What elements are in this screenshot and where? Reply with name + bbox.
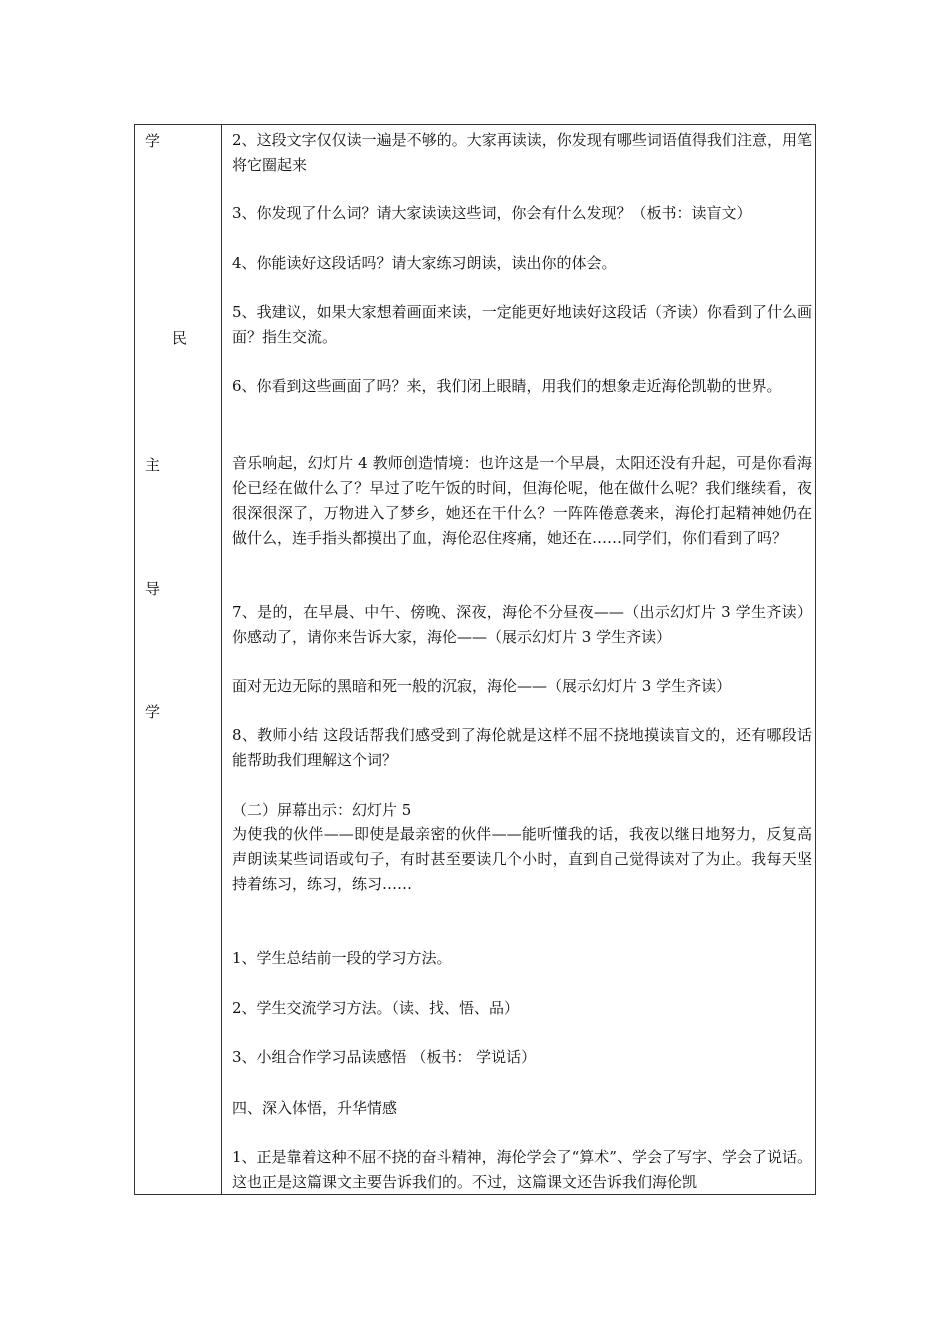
side-label-3: 主 <box>145 456 161 474</box>
paragraph: 6、你看到这些画面了吗？来，我们闭上眼睛，用我们的想象走近海伦凯勒的世界。 <box>232 377 782 395</box>
quoted-passage: 为使我的伙伴——即使是最亲密的伙伴——能听懂我的话，我夜以继日地努力，反复高声朗读某些词语或句子，有时甚至要读几个小时，直到自己觉得读对了为止。我每天坚持着练习，练习，练习…… <box>232 825 812 893</box>
paragraph: 音乐响起，幻灯片 4 教师创造情境：也许这是一个早晨，太阳还没有升起，可是你看海伦已经在做什么了？早过了吃午饭的时间，但海伦呢，他在做什么呢？我们继续看，夜很深很深了，万物进入了梦乡，她还在干什么？一阵阵倦意袭来，海伦打起精神她仍在做什么，连手指头都摸出了血，海伦忍住疼痛，她还在……同学们，你们看到了吗？ <box>232 454 812 547</box>
paragraph: 1、学生总结前一段的学习方法。 <box>232 949 452 967</box>
paragraph: 3、小组合作学习品读感悟 （板书： 学说话） <box>232 1048 537 1066</box>
section-heading: 四、深入体悟，升华情感 <box>232 1099 398 1117</box>
section-heading: （二）屏幕出示：幻灯片 5 <box>232 801 412 819</box>
paragraph: 7、是的，在早晨、中午、傍晚、深夜，海伦不分昼夜——（出示幻灯片 3 学生齐读）你感动了，请你来告诉大家，海伦——（展示幻灯片 3 学生齐读） <box>232 603 812 646</box>
paragraph: 2、这段文字仅仅读一遍是不够的。大家再读读，你发现有哪些词语值得我们注意，用笔将它圈起来 <box>232 131 812 174</box>
paragraph: 5、我建议，如果大家想着画面来读，一定能更好地读好这段话（齐读）你看到了什么画面？指生交流。 <box>232 303 812 346</box>
paragraph: 1、正是靠着这种不屈不挠的奋斗精神，海伦学会了“算术”、学会了写字、学会了说话。这也正是这篇课文主要告诉我们的。不过，这篇课文还告诉我们海伦凯 <box>232 1148 812 1191</box>
side-label-5: 学 <box>145 703 161 721</box>
paragraph: 3、你发现了什么词？请大家读读这些词，你会有什么发现？（板书：读盲文） <box>232 204 752 222</box>
lesson-table <box>134 124 816 1195</box>
side-label-4: 导 <box>145 580 161 598</box>
side-label-2: 民 <box>172 329 188 347</box>
side-label-1: 学 <box>145 132 161 150</box>
paragraph: 2、学生交流学习方法。（读、找、悟、品） <box>232 999 520 1017</box>
paragraph: 面对无边无际的黑暗和死一般的沉寂，海伦——（展示幻灯片 3 学生齐读） <box>232 677 732 695</box>
paragraph: 8、教师小结 这段话帮我们感受到了海伦就是这样不屈不挠地摸读盲文的，还有哪段话能帮助我们理解这个词？ <box>232 726 812 769</box>
column-divider <box>221 125 222 1194</box>
paragraph: 4、你能读好这段话吗？请大家练习朗读，读出你的体会。 <box>232 254 617 272</box>
